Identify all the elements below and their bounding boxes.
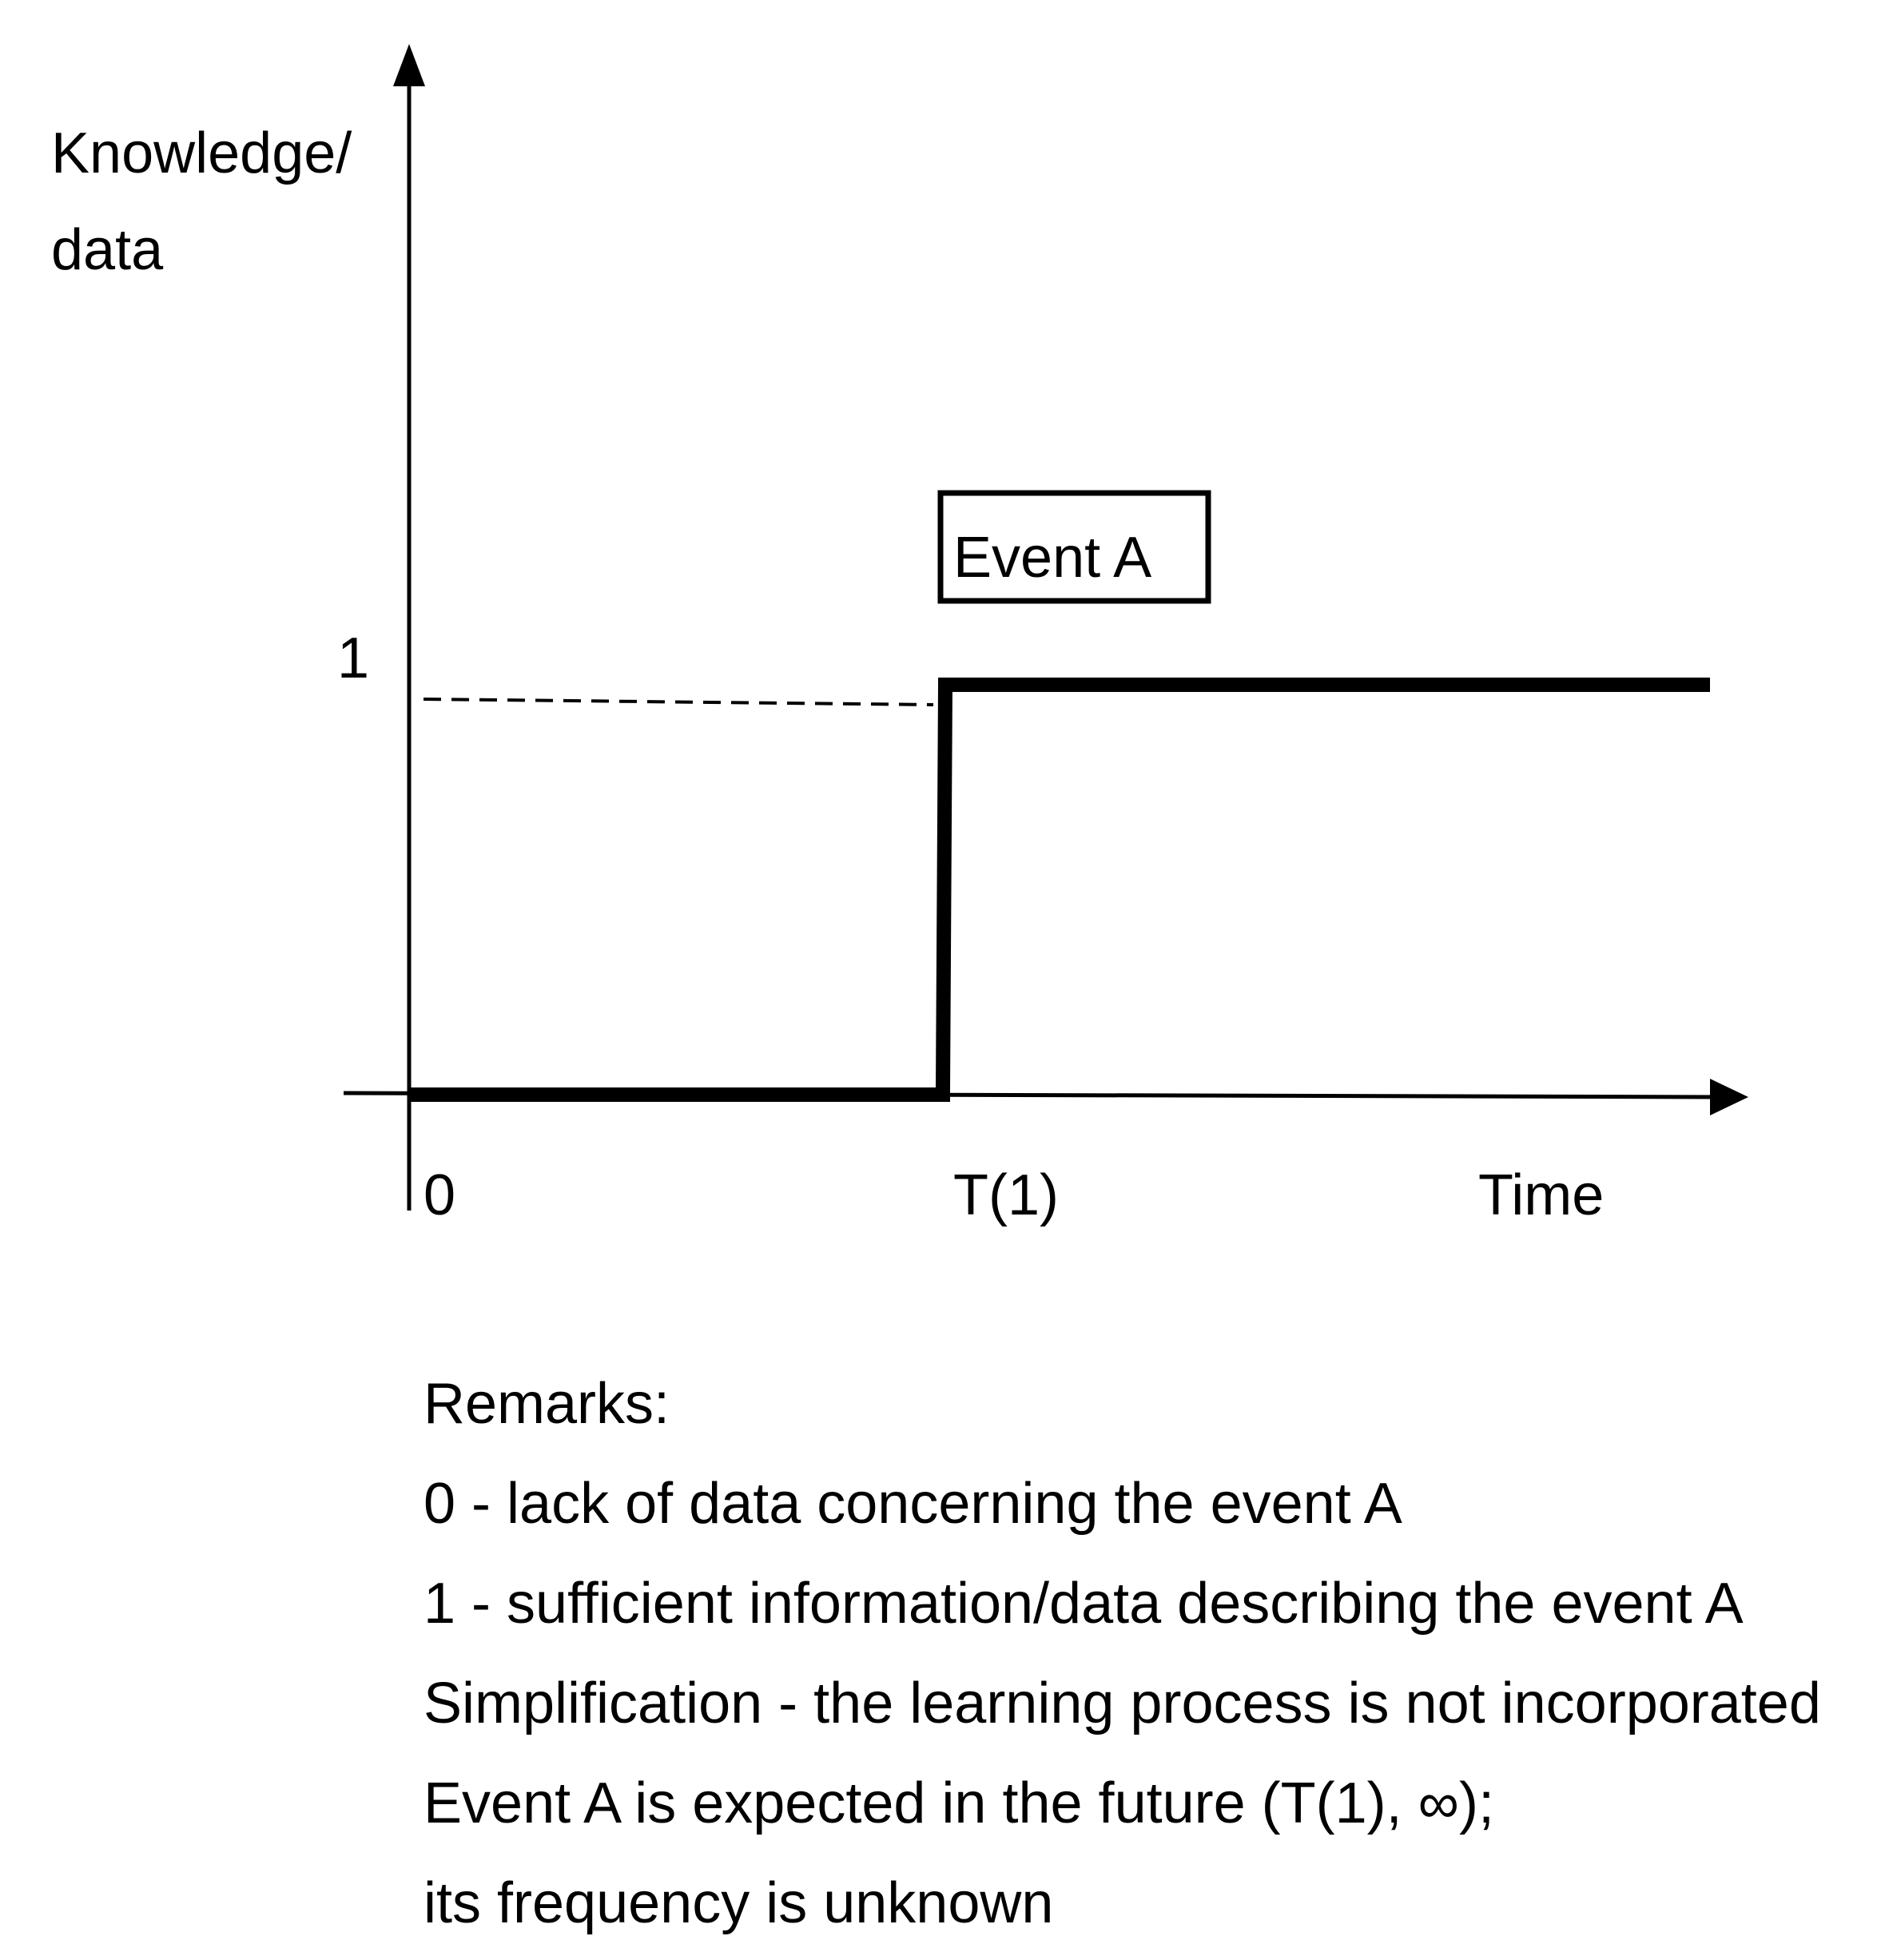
- remarks-heading: Remarks:: [424, 1372, 670, 1436]
- knowledge-step-line: [411, 685, 1710, 1095]
- x-tick-label-t1: T(1): [953, 1163, 1059, 1227]
- x-tick-label-origin: 0: [424, 1163, 456, 1227]
- x-axis-arrowhead: [1710, 1079, 1748, 1115]
- remarks-block: [424, 1354, 1870, 1954]
- remark-line: 1 - sufficient information/data describing the event A: [424, 1572, 1744, 1636]
- remark-line: Event A is expected in the future (T(1), ∞);: [424, 1771, 1494, 1835]
- y-axis-label-line1: Knowledge/: [51, 121, 352, 185]
- level-one-dashed-line: [424, 699, 933, 705]
- y-axis-arrowhead: [393, 44, 425, 86]
- event-a-label: Event A: [953, 526, 1152, 590]
- y-tick-label-one: 1: [337, 626, 370, 690]
- remark-line: its frequency is unknown: [424, 1871, 1054, 1935]
- remark-line: Simplification - the learning process is not incorporated: [424, 1672, 1821, 1735]
- remark-line: 0 - lack of data concerning the event A: [424, 1472, 1402, 1536]
- x-axis-label: Time: [1478, 1163, 1605, 1227]
- y-axis-label-line2: data: [51, 218, 164, 282]
